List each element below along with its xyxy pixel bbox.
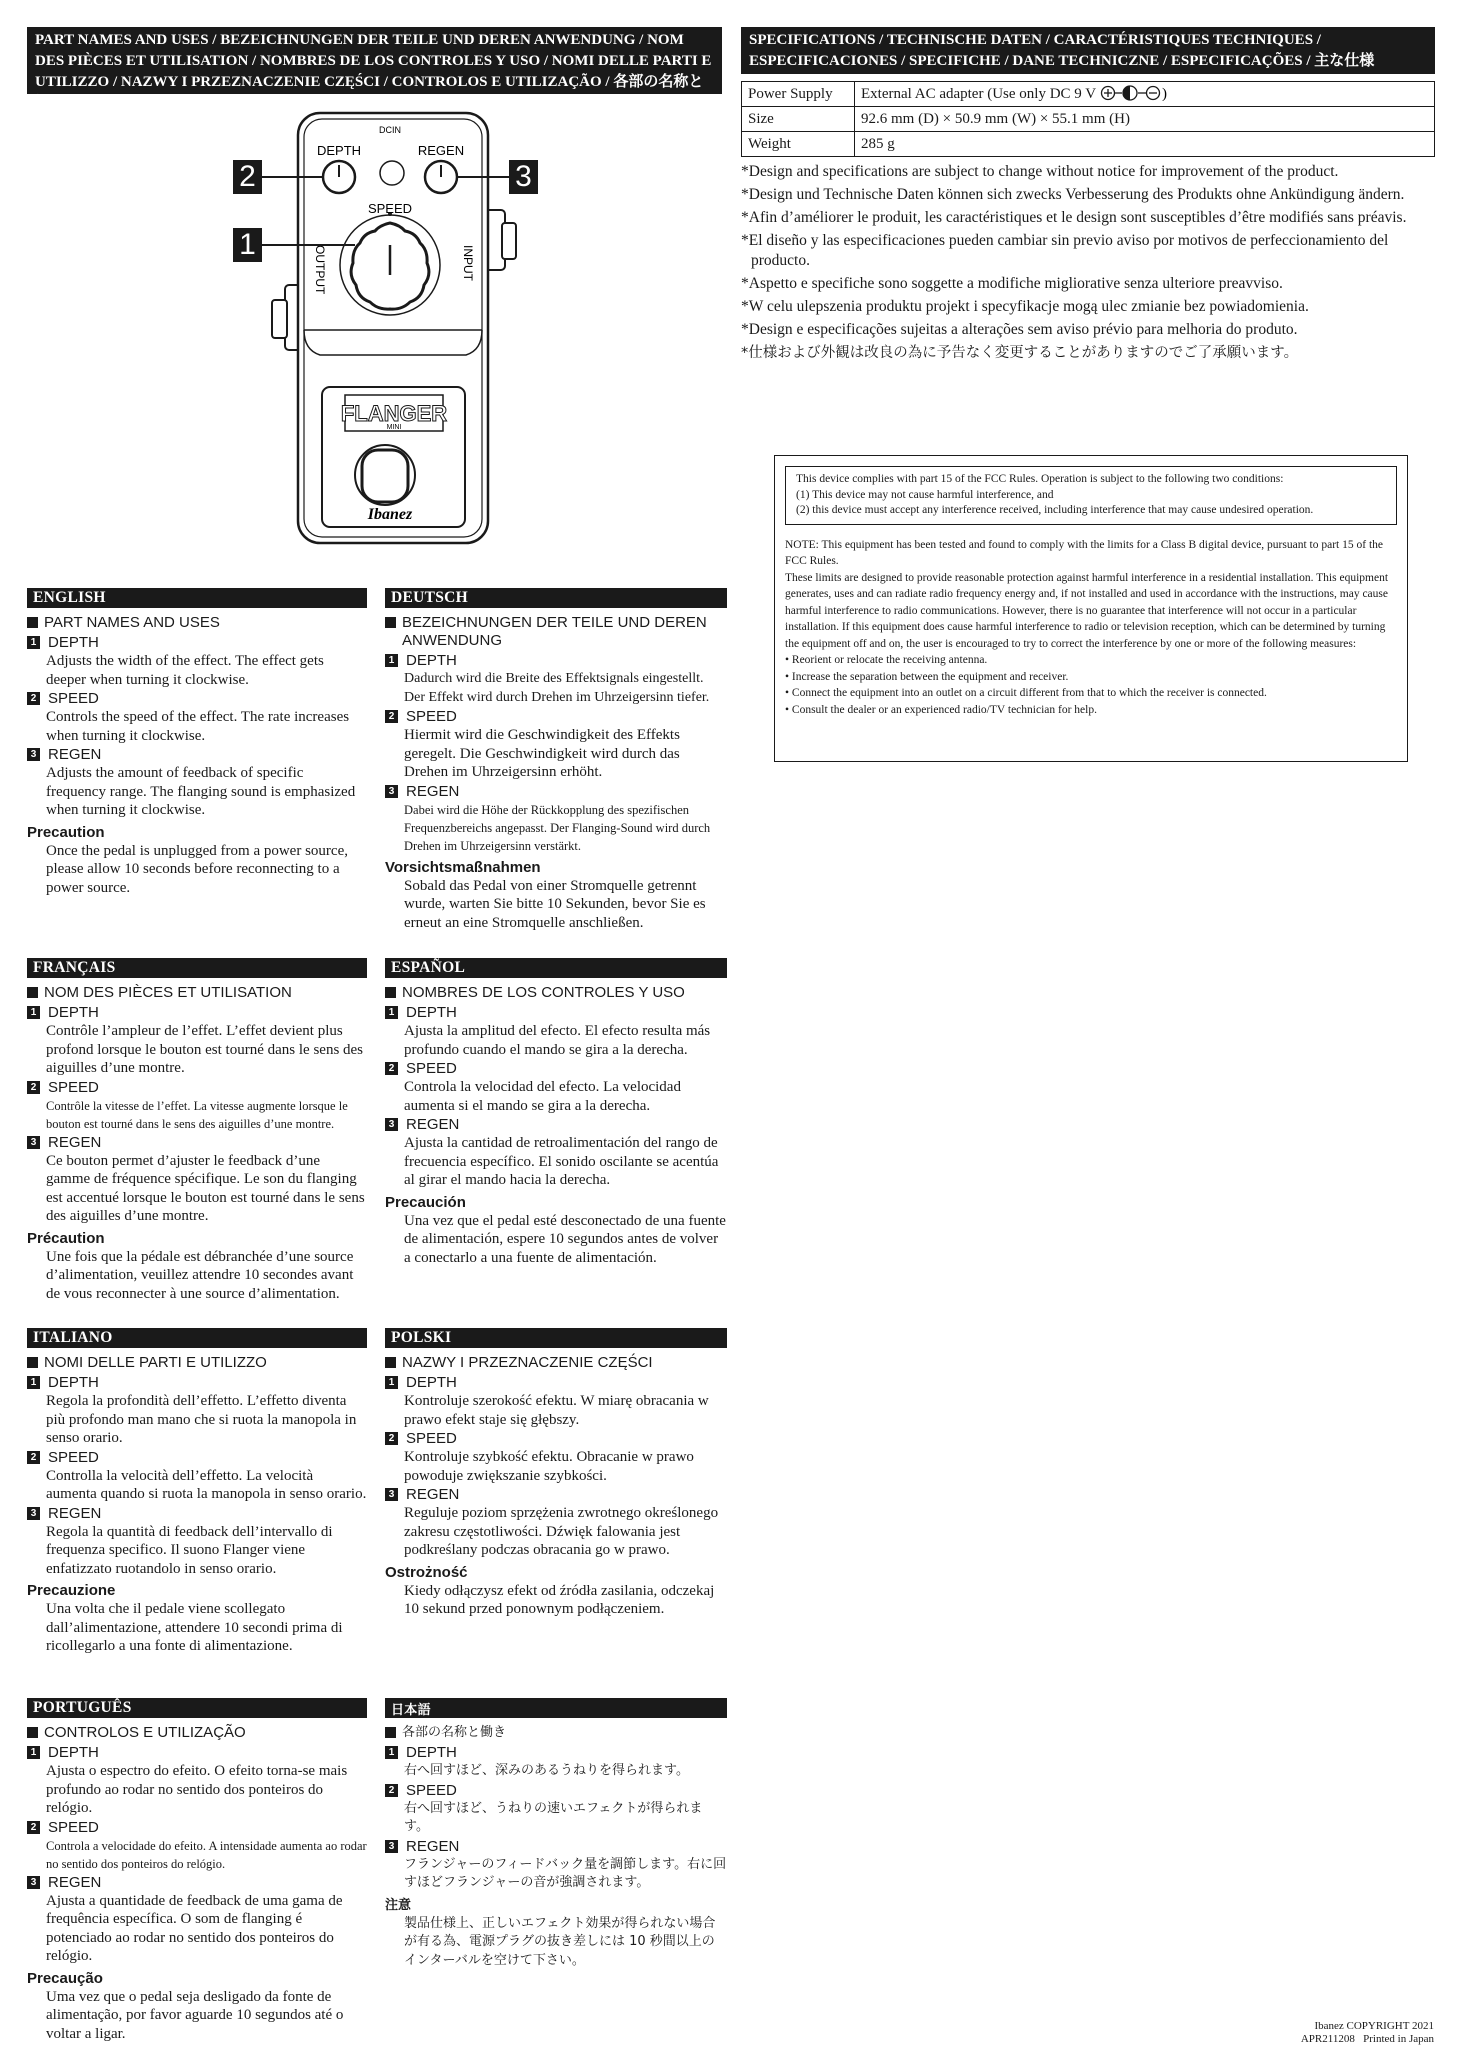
square-bullet-icon [27, 617, 38, 628]
section-espanol: ESPAÑOL NOMBRES DE LOS CONTROLES Y USO 1 DEPTH Ajusta la amplitud del efecto. El efecto resulta más profundo cuando el mando se gira a la derecha. 2 SPEED Controla la velocidad del efecto. La velocidad aumenta si el mando se gira a la derecha. 3 REGEN Ajusta la cantidad de retroalimentación del rango de frecuencia específico. El sonido oscilante se acentúa al girar el mando hacia la derecha. Precaución Una vez que el pedal esté desconectado de una fuente de alimentación, espere 10 segundos antes de volver a conectarlo a una fuente de alimentación. [385, 959, 726, 1266]
section-japanese: 日本語 各部の名称と働き 1 DEPTH 右へ回すほど、深みのあるうねりを得られます。 2 SPEED 右へ回すほど、うねりの速いエフェクトが得られます。 3 REGEN フランジャーのフィードバック量を調節します。右に回すほどフランジャーの音が強調されます。 注意 製品仕様上、正しいエフェクト効果が得られない場合が有る為、電源プラグの抜き差しには 10 秒間以上のインターバルを空けて下さい。 [385, 1698, 727, 1970]
label-input: INPUT [461, 245, 475, 281]
square-bullet-icon [385, 987, 396, 998]
footswitch [362, 450, 408, 502]
square-bullet-icon [385, 1727, 396, 1738]
section-title: ESPAÑOL [385, 958, 727, 978]
specs-table [741, 81, 1435, 157]
fcc-statement [774, 455, 1408, 762]
footer [1301, 2020, 1434, 2046]
dc-in-led [380, 161, 404, 185]
flanger-logo: FLANGER [340, 401, 448, 426]
fcc-note: NOTE: This equipment has been tested and found to comply with the limits for a Class B digital device, pursuant to part 15 of the FCC Rules. These limits are designed to provide reasonable protection against harmful interference in a residential installation. This equipment generates, uses and can radiate radio frequency energy and, if not installed and used in accordance with the instructions, may cause harmful interference to radio communications. However, there is no guarantee that interference will not occur in a particular installation. If this equipment does cause harmful interference to radio or television reception, which can be determined by turning the equipment off and on, the user is encouraged to try to correct the interference by one or more of the following measures: • Reorient or relocate the receiving antenna. • Increase the separation between the equipment and receiver. • Connect the equipment into an outlet on a circuit different from that to which the receiver is connected. • Consult the dealer or an experienced radio/TV technician for help. [785, 538, 1389, 716]
polarity-icon [1100, 85, 1172, 101]
mini-logo: MINI [386, 424, 402, 431]
printed-in: Printed in Japan [1363, 2033, 1434, 2045]
section-deutsch: DEUTSCH BEZEICHNUNGEN DER TEILE UND DEREN ANWENDUNG 1 DEPTH Dadurch wird die Breite des Effektsignals eingestellt. Der Effekt wird durch Drehen im Uhrzeigersinn tiefer. 2 SPEED Hiermit wird die Geschwindigkeit des Effekts geregelt. Die Geschwindigkeit wird durch das Drehen im Uhrzeigersinn erhöht. 3 REGEN Dabei wird die Höhe der Rückkopplung des spezifischen Frequenzbereichs angepasst. Der Flanging-Sound wird durch Drehen im Uhrzeigersinn verstärkt. Vorsichtsmaßnahmen Sobald das Pedal von einer Stromquelle getrennt wurde, warten Sie bitte 10 Sekunden, bevor Sie es erneut an eine Stromquelle anschließen. [385, 588, 727, 932]
label-dcin: DCIN [379, 125, 401, 135]
square-bullet-icon [27, 1357, 38, 1368]
section-title: ENGLISH [27, 588, 367, 608]
section-italiano: ITALIANO NOMI DELLE PARTI E UTILIZZO 1 DEPTH Regola la profondità dell’effetto. L’effetto diventa più profondo man mano che si ruota la manopola in senso orario. 2 SPEED Controlla la velocità dell’effetto. La velocità aumenta quando si ruota la manopola in senso orario. 3 REGEN Regola la quantità di feedback dell’intervallo di frequenza specifico. Il suono Flanger viene enfatizzato ruotandolo in senso orario. Precauzione Una volta che il pedale viene scollegato dall’alimentazione, attendere 10 secondi prima di ricollegarlo a una fonte di alimentazione. [27, 1329, 367, 1654]
section-title: DEUTSCH [385, 588, 727, 608]
spec-row-power: Power Supply External AC adapter (Use only DC 9 V ) [742, 82, 1435, 107]
label-regen: REGEN [417, 143, 465, 158]
document-code: APR211208 [1300, 2033, 1355, 2045]
label-speed: SPEED [367, 201, 413, 216]
section-title: FRANÇAIS [27, 958, 367, 978]
square-bullet-icon [27, 987, 38, 998]
section-portugues: PORTUGUÊS CONTROLOS E UTILIZAÇÃO 1 DEPTH Ajusta o espectro do efeito. O efeito torna-se mais profundo ao rodar no sentido dos ponteiros do relógio. 2 SPEED Controla a velocidade do efeito. A intensidade aumenta ao rodar no sentido dos ponteiros do relógio. 3 REGEN Ajusta a quantidade de feedback de uma gama de frequência específica. O som de flanging é potenciado ao rodar no sentido dos ponteiros do relógio. Precaução Uma vez que o pedal seja desligado da fonte de alimentação, por favor aguarde 10 segundos até o voltar a ligar. [27, 1699, 367, 2042]
section-polski: POLSKI NAZWY I PRZEZNACZENIE CZĘŚCI 1 DEPTH Kontroluje szerokość efektu. W miarę obracania w prawo efekt staje się głębszy. 2 SPEED Kontroluje szybkość efektu. Obracanie w prawo powoduje zwiększanie szybkości. 3 REGEN Reguluje poziom sprzężenia zwrotnego określonego zakresu częstotliwości. Dźwięk falowania jest podkreślany podczas obracania go w prawo. Ostrożność Kiedy odłączysz efekt od źródła zasilania, odczekaj 10 sekund przed ponownym podłączeniem. [385, 1328, 727, 1619]
specs-header: SPECIFICATIONS / TECHNISCHE DATEN / CARACTÉRISTIQUES TECHNIQUES / ESPECIFICACIONES / SPECIFICHE / DANE TECHNICZNE / ESPECIFICAÇÕES / 主な仕様 [741, 27, 1435, 74]
callout-2: 2 [233, 160, 262, 194]
square-bullet-icon [385, 1357, 396, 1368]
callout-3: 3 [509, 160, 538, 194]
section-title: 日本語 [385, 1698, 727, 1718]
ibanez-logo: Ibanez [367, 506, 413, 523]
pedal-diagram [230, 105, 530, 560]
section-title: POLSKI [385, 1328, 727, 1348]
callout-1: 1 [233, 228, 262, 262]
square-bullet-icon [27, 1727, 38, 1738]
section-title: ITALIANO [27, 1328, 367, 1348]
label-output: OUTPUT [313, 245, 327, 295]
svg-text:): ) [1161, 86, 1167, 101]
section-english: ENGLISH PART NAMES AND USES 1 DEPTH Adjusts the width of the effect. The effect gets deeper when turning it clockwise. 2 SPEED Controls the speed of the effect. The rate increases when turning it clockwise. 3 REGEN Adjusts the amount of feedback of specific frequency range. The flanging sound is emphasized when turning it clockwise. Precaution Once the pedal is unplugged from a power source, please allow 10 seconds before reconnecting to a power source. [27, 588, 367, 897]
section-title: PORTUGUÊS [27, 1698, 367, 1718]
copyright: Ibanez COPYRIGHT 2021 [1314, 2020, 1434, 2032]
part-names-header: PART NAMES AND USES / BEZEICHNUNGEN DER TEILE UND DEREN ANWENDUNG / NOM DES PIÈCES ET UTILISATION / NOMBRES DE LOS CONTROLES Y USO / NOMI DELLE PARTI E UTILIZZO / NAZWY I PRZEZNACZENIE CZĘŚCI / CONTROLOS E UTILIZAÇÃO / 各部の名称と働き [27, 27, 722, 94]
section-francais: FRANÇAIS NOM DES PIÈCES ET UTILISATION 1 DEPTH Contrôle l’ampleur de l’effet. L’effet devient plus profond lorsque le bouton est tourné dans le sens des aiguilles d’une montre. 2 SPEED Contrôle la vitesse de l’effet. La vitesse augmente lorsque le bouton est tourné dans le sens des aiguilles d’une montre. 3 REGEN Ce bouton permet d’ajuster le feedback d’une gamme de fréquence spécifique. Le son du flanging est accentué lorsque le bouton est tourné dans le sens des aiguilles d’une montre. Précaution Une fois que la pédale est débranchée d’une source d’alimentation, veuillez attendre 10 secondes avant de vous reconnecter à une source d’alimentation. [27, 958, 367, 1303]
spec-row-weight: Weight 285 g [742, 132, 1435, 157]
spec-notes: *Design and specifications are subject to change without notice for improvement of the product. *Design und Technische Daten können sich zwecks Verbesserung des Produkts ohne Ankündigung ändern. *Afin d’améliorer le produit, les caractéristiques et le design sont susceptibles d’être modifiés sans préavis. *El diseño y las especificaciones pueden cambiar sin previo aviso por motivos de perfeccionamiento del producto. *Aspetto e specifiche sono soggette a modifiche migliorative senza ulteriore preavviso. *W celu ulepszenia produktu projekt i specyfikacje mogą ulec zmianie bez powiadomienia. *Design e especificações sujeitas a alterações sem aviso prévio para melhoria do produto. *仕様および外観は改良の為に予告なく変更することがありますのでご了承願います。 [741, 163, 1407, 361]
spec-row-size: Size 92.6 mm (D) × 50.9 mm (W) × 55.1 mm (H) [742, 107, 1435, 132]
label-depth: DEPTH [316, 143, 362, 158]
square-bullet-icon [385, 617, 396, 628]
fcc-compliance-box: This device complies with part 15 of the FCC Rules. Operation is subject to the following two conditions: (1) This device may not cause harmful interference, and (2) this device must accept any interference received, including interference that may cause undesired operation. [785, 466, 1397, 525]
